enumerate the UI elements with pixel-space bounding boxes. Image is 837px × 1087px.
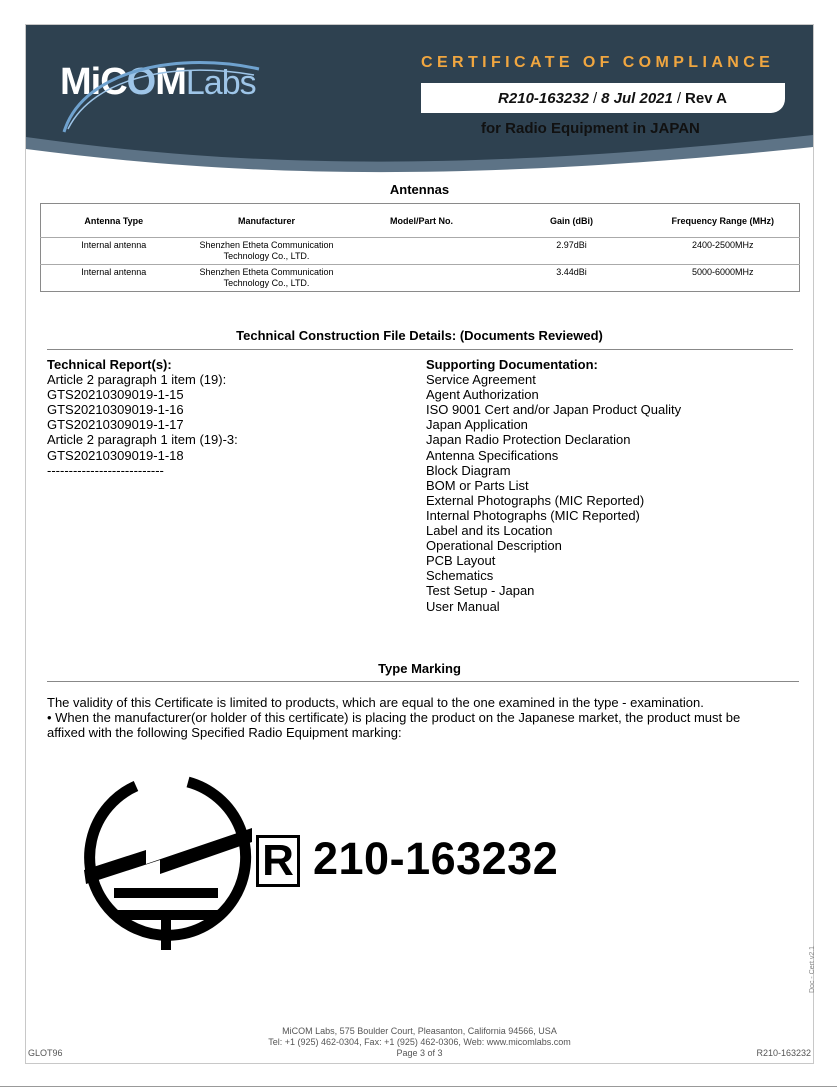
marking-requirement: • When the manufacturer(or holder of this certificate) is placing the product on the Japanese market, the product must be [47,710,741,726]
list-item: BOM or Parts List [426,477,529,493]
list-item: GTS20210309019-1-15 [47,387,184,403]
header-band [26,25,813,175]
manufacturer-line: Technology Co., LTD. [223,278,310,288]
manufacturer-cell [187,265,347,292]
antennas-table [40,203,800,292]
list-item: Block Diagram [426,462,511,478]
certificate-page [25,24,814,1064]
marking-requirement-cont: affixed with the following Specified Radio Equipment marking: [47,725,402,741]
reference-date: 8 Jul 2021 [601,89,673,107]
certificate-title: CERTIFICATE OF COMPLIANCE [421,54,775,71]
footer-right-ref: R210-163232 [756,1048,811,1058]
frequency-cell: 5000-6000MHz [647,265,800,292]
logo-mic: MiC [60,61,127,103]
logo-globe-o: O [126,61,156,103]
list-item: Operational Description [426,538,562,554]
certification-mark-number: 210-163232 [313,833,559,884]
separator: / [676,89,682,107]
footer-page-number: Page 3 of 3 [396,1048,443,1058]
footer-address: MiCOM Labs, 575 Boulder Court, Pleasanton, California 94566, USA [282,1026,557,1036]
antennas-title: Antennas [389,182,450,197]
manufacturer-cell [187,238,347,265]
manufacturer-line: Technology Co., LTD. [223,251,310,261]
antenna-type-cell: Internal antenna [41,265,187,292]
technical-reports-column [47,357,238,478]
list-item: PCB Layout [426,553,496,569]
technical-reports-heading: Technical Report(s): [47,357,172,372]
list-item: --------------------------- [47,462,164,478]
list-item: Label and its Location [426,523,553,539]
type-marking-text [47,695,799,741]
column-header: Manufacturer [187,204,347,238]
list-item: Antenna Specifications [426,447,559,463]
micom-labs-logo [60,61,256,104]
type-marking-title: Type Marking [378,661,461,676]
giteki-mark-icon [76,770,256,950]
list-item: ISO 9001 Cert and/or Japan Product Quality [426,402,682,418]
column-header: Antenna Type [41,204,187,238]
logo-labs: Labs [185,64,256,102]
reference-number: R210-163232 [498,89,589,107]
manufacturer-line: Shenzhen Etheta Communication [199,267,334,277]
column-header: Gain (dBi) [497,204,647,238]
manufacturer-line: Shenzhen Etheta Communication [199,240,334,250]
list-item: Japan Radio Protection Declaration [426,432,631,448]
model-cell [347,238,497,265]
tcf-title: Technical Construction File Details: (Documents Reviewed) [236,328,603,343]
footer-contact: Tel: +1 (925) 462-0304, Fax: +1 (925) 462-0306, Web: www.micomlabs.com [268,1037,571,1047]
r-symbol-box: R [256,835,300,887]
list-item: Internal Photographs (MIC Reported) [426,507,640,523]
document-version-label: Doc - Cert v2.1 [809,945,816,993]
list-item: Schematics [426,568,494,584]
list-item: Japan Application [426,417,528,433]
validity-statement: The validity of this Certificate is limited to products, which are equal to the one examined in the type - examination. [47,695,704,710]
list-item: Article 2 paragraph 1 item (19): [47,372,227,388]
frequency-cell: 2400-2500MHz [647,238,800,265]
column-header: Model/Part No. [347,204,497,238]
logo-m: M [155,61,186,103]
table-row [41,238,800,265]
list-item: Service Agreement [426,372,536,388]
table-header-row [41,204,800,238]
model-cell [347,265,497,292]
supporting-docs-heading: Supporting Documentation: [426,357,598,372]
gain-cell: 3.44dBi [497,265,647,292]
certificate-subtitle: for Radio Equipment in JAPAN [481,120,700,137]
column-header: Frequency Range (MHz) [647,204,800,238]
footer-left-code: GLOT96 [28,1048,63,1058]
list-item: Agent Authorization [426,387,539,403]
logo-swoosh-icon [54,47,274,137]
list-item: Test Setup - Japan [426,583,535,599]
gain-cell: 2.97dBi [497,238,647,265]
separator: / [592,89,598,107]
table-row [41,265,800,292]
reference-revision: Rev A [685,89,727,107]
divider [47,349,793,350]
list-item: Article 2 paragraph 1 item (19)-3: [47,432,238,448]
reference-bar [421,83,785,113]
list-item: GTS20210309019-1-16 [47,402,184,418]
supporting-docs-column [426,357,681,614]
divider [47,681,799,682]
list-item: GTS20210309019-1-18 [47,447,184,463]
list-item: External Photographs (MIC Reported) [426,492,645,508]
list-item: GTS20210309019-1-17 [47,417,184,433]
list-item: User Manual [426,598,500,614]
antenna-type-cell: Internal antenna [41,238,187,265]
